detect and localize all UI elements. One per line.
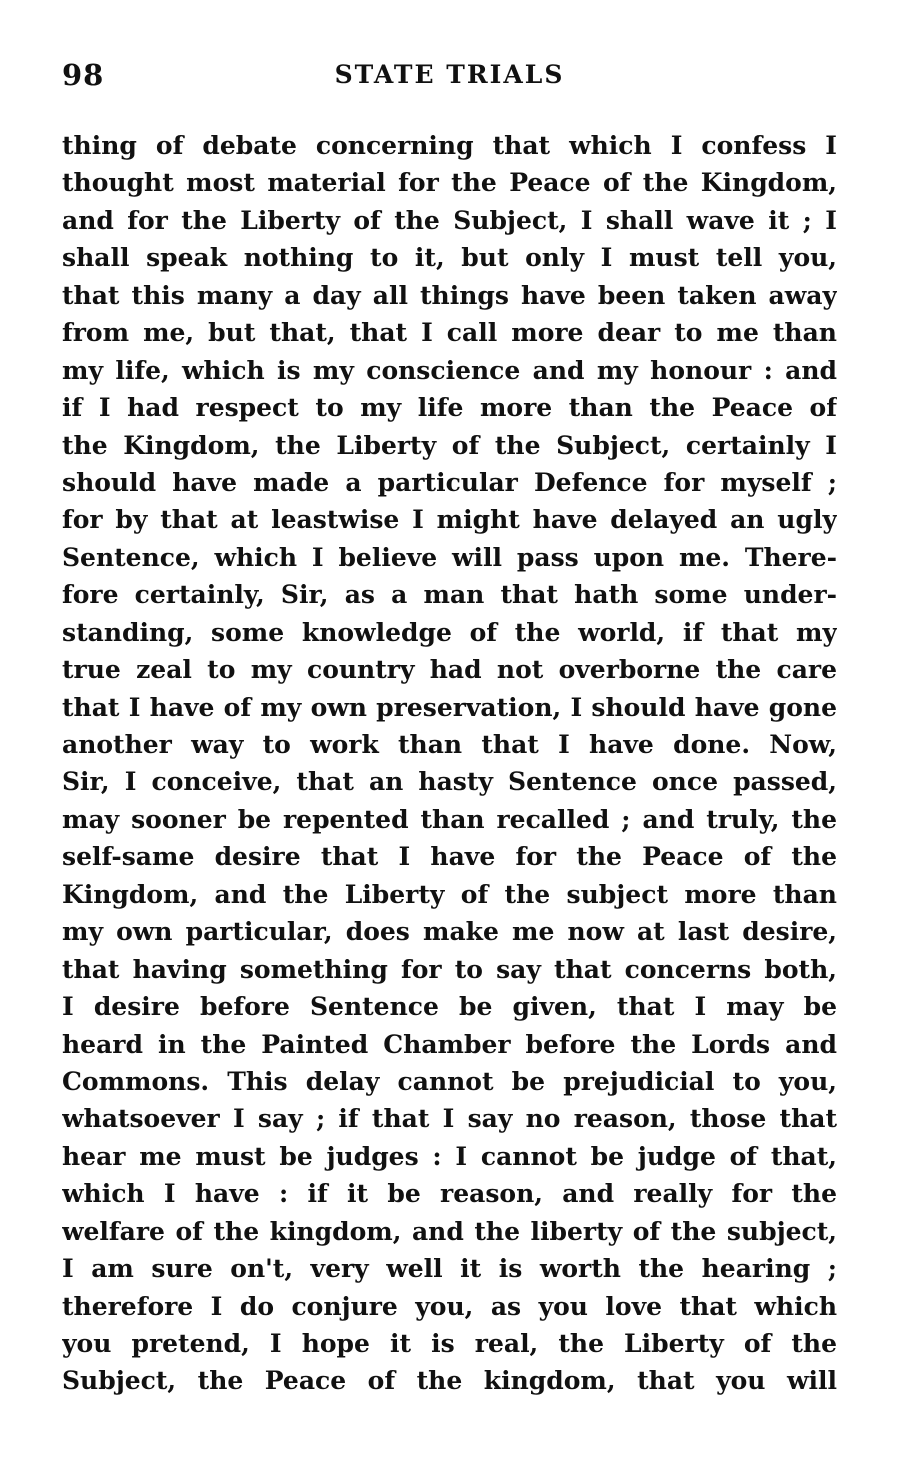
text-line: if I had respect to my life more than the Peace of: [62, 393, 837, 423]
text-line: true zeal to my country had not overborne the care: [62, 655, 837, 685]
text-line: my life, which is my conscience and my honour : and: [62, 355, 837, 385]
text-line: another way to work than that I have done. Now,: [62, 730, 837, 759]
text-line: should have made a particular Defence for myself ;: [62, 467, 837, 497]
text-line: heard in the Painted Chamber before the Lords and: [62, 1029, 837, 1059]
text-line: Subject, the Peace of the kingdom, that you will: [62, 1366, 837, 1396]
text-line: welfare of the kingdom, and the liberty of the subject,: [62, 1216, 837, 1246]
text-line: shall speak nothing to it, but only I must tell you,: [62, 243, 837, 273]
text-line: whatsoever I say ; if that I say no reason, those that: [62, 1104, 837, 1134]
text-line: for by that at leastwise I might have delayed an ugly: [62, 505, 837, 535]
body-text: [62, 127, 837, 1400]
text-line: thing of debate concerning that which I confess I: [62, 131, 837, 160]
text-line: that this many a day all things have been taken away: [62, 280, 837, 310]
text-line: my own particular, does make me now at last desire,: [62, 917, 837, 947]
text-line: that having something for to say that concerns both,: [62, 954, 837, 984]
text-line: fore certainly, Sir, as a man that hath some under-: [62, 580, 837, 610]
text-line: and for the Liberty of the Subject, I shall wave it ; I: [62, 205, 837, 235]
text-line: that I have of my own preservation, I should have gone: [62, 692, 837, 722]
text-line: thought most material for the Peace of the Kingdom,: [62, 168, 837, 198]
text-line: you pretend, I hope it is real, the Liberty of the: [62, 1329, 837, 1358]
text-line: from me, but that, that I call more dear to me than: [62, 318, 837, 348]
text-line: Kingdom, and the Liberty of the subject more than: [62, 879, 837, 909]
text-line: Commons. This delay cannot be prejudicial to you,: [62, 1066, 837, 1096]
text-line: hear me must be judges : I cannot be judge of that,: [62, 1141, 837, 1171]
text-line: which I have : if it be reason, and really for the: [62, 1179, 837, 1209]
text-line: I am sure on't, very well it is worth the hearing ;: [62, 1254, 837, 1284]
text-line: I desire before Sentence be given, that I may be: [62, 992, 837, 1022]
text-line: self-same desire that I have for the Peace of the: [62, 842, 837, 872]
text-line: Sentence, which I believe will pass upon me. There-: [62, 542, 837, 572]
text-line: therefore I do conjure you, as you love that which: [62, 1291, 837, 1321]
running-head: STATE TRIALS: [334, 60, 565, 89]
text-line: Sir, I conceive, that an hasty Sentence once passed,: [62, 767, 837, 797]
text-line: the Kingdom, the Liberty of the Subject, certainly I: [62, 430, 837, 460]
page-header: [62, 58, 837, 102]
text-line: may sooner be repented than recalled ; and truly, the: [62, 804, 837, 834]
text-line: standing, some knowledge of the world, if that my: [62, 617, 837, 647]
page-number: 98: [62, 58, 105, 92]
